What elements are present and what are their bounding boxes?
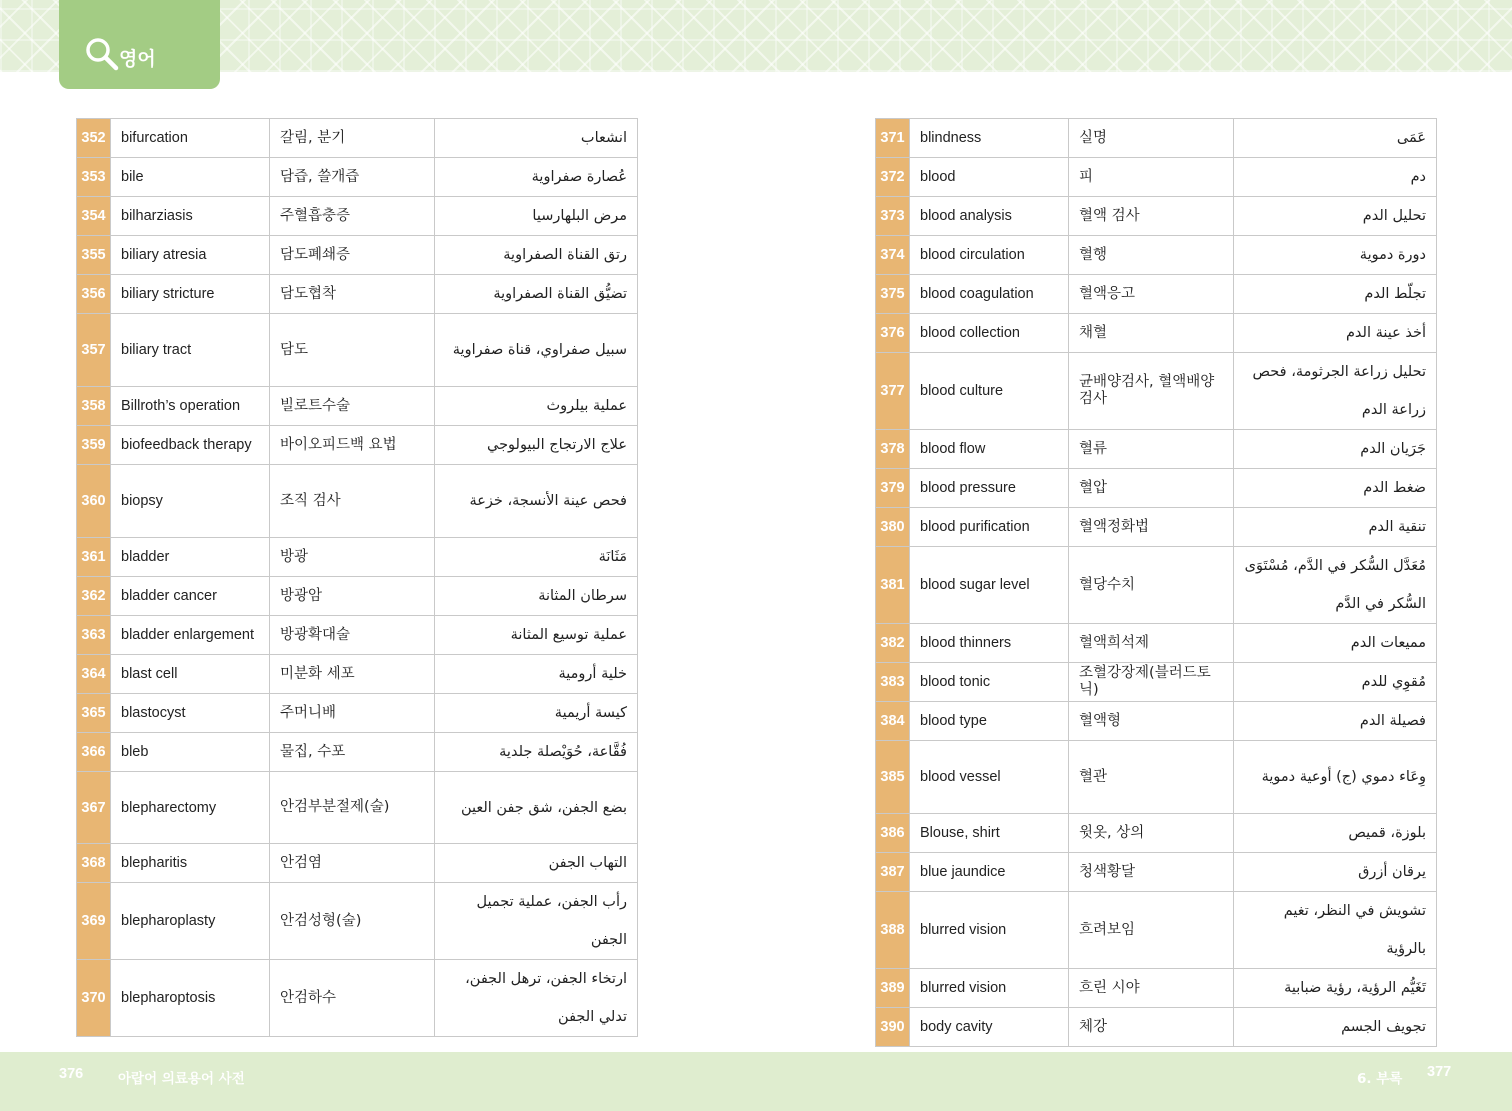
korean-term: 조직 검사 (270, 465, 435, 538)
table-row (77, 844, 638, 883)
english-term: bile (111, 158, 270, 197)
arabic-term: التهاب الجفن (435, 844, 638, 883)
table-row (77, 197, 638, 236)
entry-number: 353 (77, 158, 111, 197)
book-title: 아랍어 의료용어 사전 (118, 1071, 245, 1087)
arabic-term: دم (1234, 158, 1437, 197)
arabic-term: تشويش في النظر، تغيم بالرؤية (1234, 892, 1437, 969)
korean-term: 혈액희석제 (1069, 624, 1234, 663)
english-term: biliary stricture (111, 275, 270, 314)
entry-number: 360 (77, 465, 111, 538)
table-row (77, 772, 638, 844)
arabic-term: خلية أرومية (435, 655, 638, 694)
entry-number: 362 (77, 577, 111, 616)
korean-term: 바이오피드백 요법 (270, 426, 435, 465)
korean-term: 윗옷, 상의 (1069, 814, 1234, 853)
section-tab (59, 0, 220, 89)
table-row (876, 353, 1437, 430)
korean-term: 채혈 (1069, 314, 1234, 353)
table-row (77, 236, 638, 275)
arabic-term: فحص عينة الأنسجة، خزعة (435, 465, 638, 538)
english-term: blepharoplasty (111, 883, 270, 960)
entry-number: 356 (77, 275, 111, 314)
english-term: blindness (910, 119, 1069, 158)
entry-number: 364 (77, 655, 111, 694)
korean-term: 안검부분절제(술) (270, 772, 435, 844)
section-tab-label: 영어 (119, 48, 156, 70)
table-row (876, 814, 1437, 853)
table-row (77, 960, 638, 1037)
english-term: blood culture (910, 353, 1069, 430)
entry-number: 359 (77, 426, 111, 465)
korean-term: 흐린 시야 (1069, 969, 1234, 1008)
table-row (876, 236, 1437, 275)
entry-number: 375 (876, 275, 910, 314)
korean-term: 혈액형 (1069, 702, 1234, 741)
table-row (876, 547, 1437, 624)
table-row (876, 969, 1437, 1008)
table-row (77, 616, 638, 655)
entry-number: 368 (77, 844, 111, 883)
entry-number: 378 (876, 430, 910, 469)
table-row (876, 853, 1437, 892)
english-term: bladder enlargement (111, 616, 270, 655)
english-term: biopsy (111, 465, 270, 538)
arabic-term: عَمَى (1234, 119, 1437, 158)
english-term: blood vessel (910, 741, 1069, 814)
arabic-term: مرض البلهارسيا (435, 197, 638, 236)
arabic-term: مُقوِي للدم (1234, 663, 1437, 702)
korean-term: 방광확대술 (270, 616, 435, 655)
arabic-term: تنقية الدم (1234, 508, 1437, 547)
arabic-term: يرقان أزرق (1234, 853, 1437, 892)
table-row (77, 119, 638, 158)
arabic-term: تَغَيُّم الرؤية، رؤية ضبابية (1234, 969, 1437, 1008)
korean-term: 주머니배 (270, 694, 435, 733)
korean-term: 담즙, 쓸개즙 (270, 158, 435, 197)
entry-number: 386 (876, 814, 910, 853)
right-page-number: 377 (1427, 1064, 1452, 1080)
korean-term: 피 (1069, 158, 1234, 197)
entry-number: 367 (77, 772, 111, 844)
arabic-term: وِعَاء دموي (ج) أوعية دموية (1234, 741, 1437, 814)
arabic-term: بضع الجفن، شق جفن العين (435, 772, 638, 844)
arabic-term: عملية بيلروث (435, 387, 638, 426)
english-term: blurred vision (910, 892, 1069, 969)
arabic-term: سبيل صفراوي، قناة صفراوية (435, 314, 638, 387)
entry-number: 376 (876, 314, 910, 353)
entry-number: 355 (77, 236, 111, 275)
english-term: blood collection (910, 314, 1069, 353)
arabic-term: انشعاب (435, 119, 638, 158)
arabic-term: علاج الارتجاج البيولوجي (435, 426, 638, 465)
english-term: bilharziasis (111, 197, 270, 236)
entry-number: 389 (876, 969, 910, 1008)
entry-number: 388 (876, 892, 910, 969)
english-term: blood pressure (910, 469, 1069, 508)
arabic-term: فصيلة الدم (1234, 702, 1437, 741)
arabic-term: مُعَدَّل السُّكر في الدَّم، مُسْتَوَى السُّكر في الدَّم (1234, 547, 1437, 624)
english-term: blastocyst (111, 694, 270, 733)
table-row (77, 426, 638, 465)
english-term: blue jaundice (910, 853, 1069, 892)
entry-number: 365 (77, 694, 111, 733)
korean-term: 체강 (1069, 1008, 1234, 1047)
english-term: Blouse, shirt (910, 814, 1069, 853)
arabic-term: تضيُّق القناة الصفراوية (435, 275, 638, 314)
table-row (876, 702, 1437, 741)
korean-term: 혈액응고 (1069, 275, 1234, 314)
english-term: blood flow (910, 430, 1069, 469)
english-term: blood analysis (910, 197, 1069, 236)
table-row (77, 733, 638, 772)
korean-term: 안검성형(술) (270, 883, 435, 960)
english-term: bleb (111, 733, 270, 772)
arabic-term: عُصارة صفراوية (435, 158, 638, 197)
arabic-term: بلوزة، قميص (1234, 814, 1437, 853)
arabic-term: مميعات الدم (1234, 624, 1437, 663)
korean-term: 갈림, 분기 (270, 119, 435, 158)
table-row (876, 275, 1437, 314)
english-term: biliary tract (111, 314, 270, 387)
korean-term: 담도협착 (270, 275, 435, 314)
table-row (876, 741, 1437, 814)
arabic-term: عملية توسيع المثانة (435, 616, 638, 655)
korean-term: 담도폐쇄증 (270, 236, 435, 275)
arabic-term: جَرَيان الدم (1234, 430, 1437, 469)
korean-term: 청색황달 (1069, 853, 1234, 892)
korean-term: 안검염 (270, 844, 435, 883)
english-term: blood sugar level (910, 547, 1069, 624)
entry-number: 377 (876, 353, 910, 430)
entry-number: 361 (77, 538, 111, 577)
english-term: blood (910, 158, 1069, 197)
arabic-term: ارتخاء الجفن، ترهل الجفن، تدلي الجفن (435, 960, 638, 1037)
korean-term: 물집, 수포 (270, 733, 435, 772)
english-term: blepharoptosis (111, 960, 270, 1037)
english-term: bladder cancer (111, 577, 270, 616)
table-row (77, 655, 638, 694)
english-term: blood purification (910, 508, 1069, 547)
table-row (876, 892, 1437, 969)
entry-number: 366 (77, 733, 111, 772)
english-term: biofeedback therapy (111, 426, 270, 465)
english-term: blepharectomy (111, 772, 270, 844)
english-term: blepharitis (111, 844, 270, 883)
korean-term: 혈관 (1069, 741, 1234, 814)
entry-number: 369 (77, 883, 111, 960)
arabic-term: رتق القناة الصفراوية (435, 236, 638, 275)
entry-number: 382 (876, 624, 910, 663)
entry-number: 387 (876, 853, 910, 892)
entry-number: 380 (876, 508, 910, 547)
table-row (876, 663, 1437, 702)
english-term: blood tonic (910, 663, 1069, 702)
korean-term: 빌로트수술 (270, 387, 435, 426)
table-row (876, 1008, 1437, 1047)
table-row (77, 387, 638, 426)
table-row (876, 469, 1437, 508)
left-page-number: 376 (59, 1066, 84, 1082)
english-term: blood thinners (910, 624, 1069, 663)
table-row (876, 430, 1437, 469)
korean-term: 흐려보임 (1069, 892, 1234, 969)
korean-term: 혈액 검사 (1069, 197, 1234, 236)
entry-number: 373 (876, 197, 910, 236)
arabic-term: تحليل زراعة الجرثومة، فحص زراعة الدم (1234, 353, 1437, 430)
table-row (77, 694, 638, 733)
table-row (876, 158, 1437, 197)
arabic-term: أخذ عينة الدم (1234, 314, 1437, 353)
korean-term: 담도 (270, 314, 435, 387)
english-term: body cavity (910, 1008, 1069, 1047)
entry-number: 384 (876, 702, 910, 741)
entry-number: 354 (77, 197, 111, 236)
korean-term: 방광암 (270, 577, 435, 616)
entry-number: 385 (876, 741, 910, 814)
english-term: blast cell (111, 655, 270, 694)
table-row (876, 508, 1437, 547)
arabic-term: تجويف الجسم (1234, 1008, 1437, 1047)
arabic-term: فُقَّاعة، حُوَيْصلة جلدية (435, 733, 638, 772)
korean-term: 혈행 (1069, 236, 1234, 275)
search-icon (85, 37, 119, 71)
entry-number: 374 (876, 236, 910, 275)
table-row (876, 624, 1437, 663)
korean-term: 균배양검사, 혈액배양검사 (1069, 353, 1234, 430)
arabic-term: تحليل الدم (1234, 197, 1437, 236)
entry-number: 357 (77, 314, 111, 387)
table-row (77, 465, 638, 538)
english-term: blood type (910, 702, 1069, 741)
table-row (77, 883, 638, 960)
arabic-term: سرطان المثانة (435, 577, 638, 616)
header-pattern-band (0, 0, 1512, 72)
entry-number: 383 (876, 663, 910, 702)
korean-term: 주혈흡충증 (270, 197, 435, 236)
english-term: biliary atresia (111, 236, 270, 275)
table-row (77, 158, 638, 197)
chapter-title: 6. 부록 (1357, 1071, 1403, 1087)
table-row (876, 197, 1437, 236)
entry-number: 381 (876, 547, 910, 624)
korean-term: 조혈강장제(블러드토닉) (1069, 663, 1234, 702)
korean-term: 안검하수 (270, 960, 435, 1037)
entry-number: 372 (876, 158, 910, 197)
korean-term: 혈액정화법 (1069, 508, 1234, 547)
korean-term: 혈당수치 (1069, 547, 1234, 624)
arabic-term: دورة دموية (1234, 236, 1437, 275)
arabic-term: مَثَانَة (435, 538, 638, 577)
dictionary-table-left (76, 118, 638, 1037)
arabic-term: رأب الجفن، عملية تجميل الجفن (435, 883, 638, 960)
entry-number: 390 (876, 1008, 910, 1047)
arabic-term: كيسة أريمية (435, 694, 638, 733)
arabic-term: تجلّط الدم (1234, 275, 1437, 314)
table-row (77, 314, 638, 387)
english-term: blurred vision (910, 969, 1069, 1008)
entry-number: 371 (876, 119, 910, 158)
korean-term: 방광 (270, 538, 435, 577)
english-term: blood circulation (910, 236, 1069, 275)
english-term: Billroth’s operation (111, 387, 270, 426)
entry-number: 358 (77, 387, 111, 426)
table-row (876, 314, 1437, 353)
entry-number: 352 (77, 119, 111, 158)
table-row (77, 538, 638, 577)
page-footer (0, 1052, 1512, 1111)
table-row (77, 577, 638, 616)
entry-number: 363 (77, 616, 111, 655)
table-row (876, 119, 1437, 158)
korean-term: 미분화 세포 (270, 655, 435, 694)
korean-term: 혈류 (1069, 430, 1234, 469)
english-term: blood coagulation (910, 275, 1069, 314)
entry-number: 379 (876, 469, 910, 508)
korean-term: 실명 (1069, 119, 1234, 158)
table-row (77, 275, 638, 314)
arabic-term: ضغط الدم (1234, 469, 1437, 508)
english-term: bladder (111, 538, 270, 577)
english-term: bifurcation (111, 119, 270, 158)
entry-number: 370 (77, 960, 111, 1037)
korean-term: 혈압 (1069, 469, 1234, 508)
dictionary-table-right (875, 118, 1437, 1047)
